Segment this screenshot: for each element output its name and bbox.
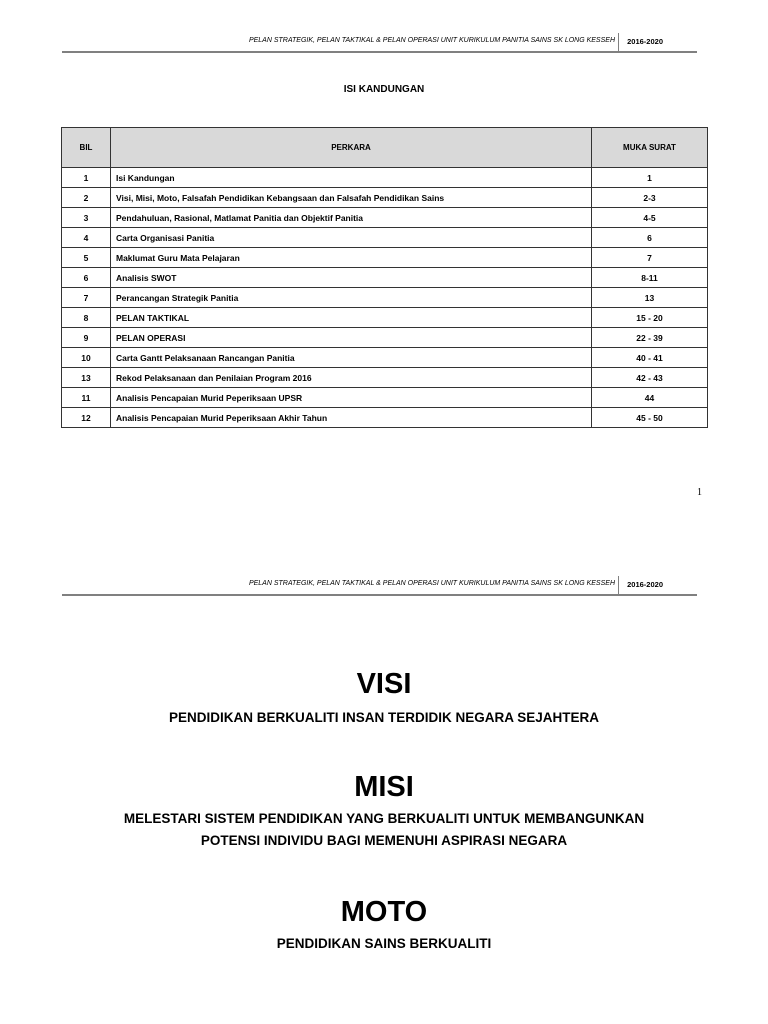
table-row: [62, 208, 708, 228]
cell-bil: 5: [62, 248, 111, 268]
cell-muka-surat: 13: [592, 288, 708, 308]
cell-perkara: Analisis Pencapaian Murid Peperiksaan UPSR: [111, 388, 592, 408]
cell-muka-surat: 40 - 41: [592, 348, 708, 368]
toc-header-row: [62, 128, 708, 168]
table-row: [62, 388, 708, 408]
header-years: 2016-2020: [627, 580, 663, 589]
cell-perkara: Visi, Misi, Moto, Falsafah Pendidikan Kebangsaan dan Falsafah Pendidikan Sains: [111, 188, 592, 208]
cell-perkara: Rekod Pelaksanaan dan Penilaian Program 2016: [111, 368, 592, 388]
page-number: 1: [697, 487, 702, 498]
cell-bil: 9: [62, 328, 111, 348]
cell-muka-surat: 45 - 50: [592, 408, 708, 428]
header-title: PELAN STRATEGIK, PELAN TAKTIKAL & PELAN OPERASI UNIT KURIKULUM PANITIA SAINS SK LONG KESSEH: [248, 580, 615, 587]
table-row: [62, 408, 708, 428]
page-header: [62, 576, 697, 596]
cell-bil: 2: [62, 188, 111, 208]
moto-text: PENDIDIKAN SAINS BERKUALITI: [276, 936, 492, 951]
cell-bil: 1: [62, 168, 111, 188]
cell-muka-surat: 4-5: [592, 208, 708, 228]
cell-perkara: Isi Kandungan: [111, 168, 592, 188]
table-row: [62, 328, 708, 348]
cell-bil: 4: [62, 228, 111, 248]
misi-line-1: MELESTARI SISTEM PENDIDIKAN YANG BERKUALITI UNTUK MEMBANGUNKAN: [123, 811, 645, 826]
cell-muka-surat: 8-11: [592, 268, 708, 288]
cell-perkara: Analisis SWOT: [111, 268, 592, 288]
cell-bil: 8: [62, 308, 111, 328]
cell-muka-surat: 22 - 39: [592, 328, 708, 348]
table-row: [62, 168, 708, 188]
visi-text: PENDIDIKAN BERKUALITI INSAN TERDIDIK NEGARA SEJAHTERA: [168, 710, 600, 725]
cell-muka-surat: 2-3: [592, 188, 708, 208]
cell-bil: 10: [62, 348, 111, 368]
header-separator: [618, 33, 619, 51]
cell-muka-surat: 6: [592, 228, 708, 248]
page-header: [62, 33, 697, 53]
cell-perkara: Carta Organisasi Panitia: [111, 228, 592, 248]
cell-perkara: PELAN OPERASI: [111, 328, 592, 348]
table-row: [62, 288, 708, 308]
cell-muka-surat: 44: [592, 388, 708, 408]
table-row: [62, 228, 708, 248]
cell-bil: 13: [62, 368, 111, 388]
toc-heading: ISI KANDUNGAN: [343, 84, 425, 95]
cell-bil: 12: [62, 408, 111, 428]
header-separator: [618, 576, 619, 594]
misi-heading: MISI: [354, 771, 414, 803]
table-row: [62, 368, 708, 388]
cell-muka-surat: 42 - 43: [592, 368, 708, 388]
misi-line-2: POTENSI INDIVIDU BAGI MEMENUHI ASPIRASI NEGARA: [200, 833, 568, 848]
table-row: [62, 308, 708, 328]
cell-perkara: Analisis Pencapaian Murid Peperiksaan Akhir Tahun: [111, 408, 592, 428]
cell-bil: 7: [62, 288, 111, 308]
misi-text: [0, 808, 768, 852]
cell-bil: 3: [62, 208, 111, 228]
table-row: [62, 268, 708, 288]
col-header-perkara: PERKARA: [111, 128, 592, 168]
moto-heading: MOTO: [340, 896, 428, 928]
cell-perkara: PELAN TAKTIKAL: [111, 308, 592, 328]
visi-heading: VISI: [356, 668, 412, 700]
col-header-muka-surat: MUKA SURAT: [592, 128, 708, 168]
header-years: 2016-2020: [627, 37, 663, 46]
cell-perkara: Pendahuluan, Rasional, Matlamat Panitia dan Objektif Panitia: [111, 208, 592, 228]
col-header-bil: BIL: [62, 128, 111, 168]
cell-perkara: Carta Gantt Pelaksanaan Rancangan Panitia: [111, 348, 592, 368]
cell-perkara: Maklumat Guru Mata Pelajaran: [111, 248, 592, 268]
cell-muka-surat: 7: [592, 248, 708, 268]
header-title: PELAN STRATEGIK, PELAN TAKTIKAL & PELAN OPERASI UNIT KURIKULUM PANITIA SAINS SK LONG KESSEH: [248, 37, 615, 44]
cell-bil: 6: [62, 268, 111, 288]
table-row: [62, 188, 708, 208]
toc-table: [61, 127, 708, 428]
cell-bil: 11: [62, 388, 111, 408]
table-row: [62, 248, 708, 268]
cell-perkara: Perancangan Strategik Panitia: [111, 288, 592, 308]
cell-muka-surat: 1: [592, 168, 708, 188]
cell-muka-surat: 15 - 20: [592, 308, 708, 328]
table-row: [62, 348, 708, 368]
